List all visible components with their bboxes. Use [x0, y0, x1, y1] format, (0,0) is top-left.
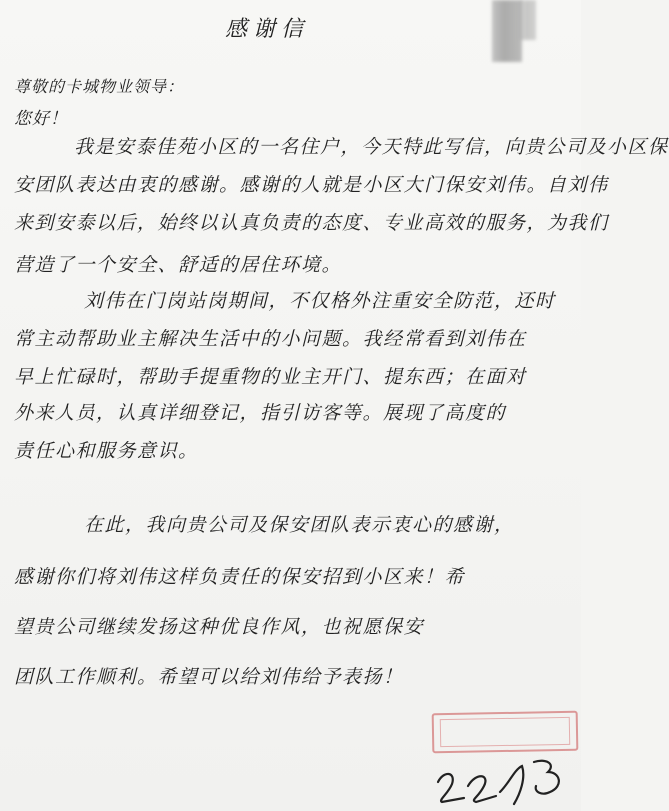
letter-line: 外来人员，认真详细登记，指引访客等。展现了高度的 [14, 402, 507, 424]
red-stamp [432, 711, 579, 754]
letter-title: 感谢信 [225, 17, 310, 42]
letter-line: 感谢你们将刘伟这样负责任的保安招到小区来！希 [14, 566, 466, 588]
letter-line: 早上忙碌时，帮助手提重物的业主开门、提东西；在面对 [14, 366, 527, 388]
signature [430, 752, 570, 808]
letter-line: 刘伟在门岗站岗期间，不仅格外注重安全防范，还时 [84, 290, 556, 312]
letter-line: 常主动帮助业主解决生活中的小问题。我经常看到刘伟在 [14, 328, 527, 350]
letter-line: 我是安泰佳苑小区的一名住户，今天特此写信，向贵公司及小区保 [74, 136, 669, 158]
letter-line: 责任心和服务意识。 [14, 440, 199, 462]
letter-line: 营造了一个安全、舒适的居住环境。 [14, 254, 343, 276]
red-stamp-inner [440, 717, 570, 747]
letter-line: 来到安泰以后，始终以认真负责的态度、专业高效的服务，为我们 [14, 212, 609, 234]
letter-line: 在此，我向贵公司及保安团队表示衷心的感谢， [84, 514, 515, 536]
letter-salutation: 您好！ [14, 109, 68, 129]
letter-line: 安团队表达由衷的感谢。感谢的人就是小区大门保安刘伟。自刘伟 [14, 174, 609, 196]
scan-shadow [520, 0, 536, 40]
letter-greeting: 尊敬的卡城物业领导： [14, 77, 185, 96]
scan-shadow [492, 0, 522, 62]
letter-line: 团队工作顺利。希望可以给刘伟给予表扬！ [14, 666, 404, 688]
letter-line: 望贵公司继续发扬这种优良作风，也祝愿保安 [14, 616, 425, 638]
